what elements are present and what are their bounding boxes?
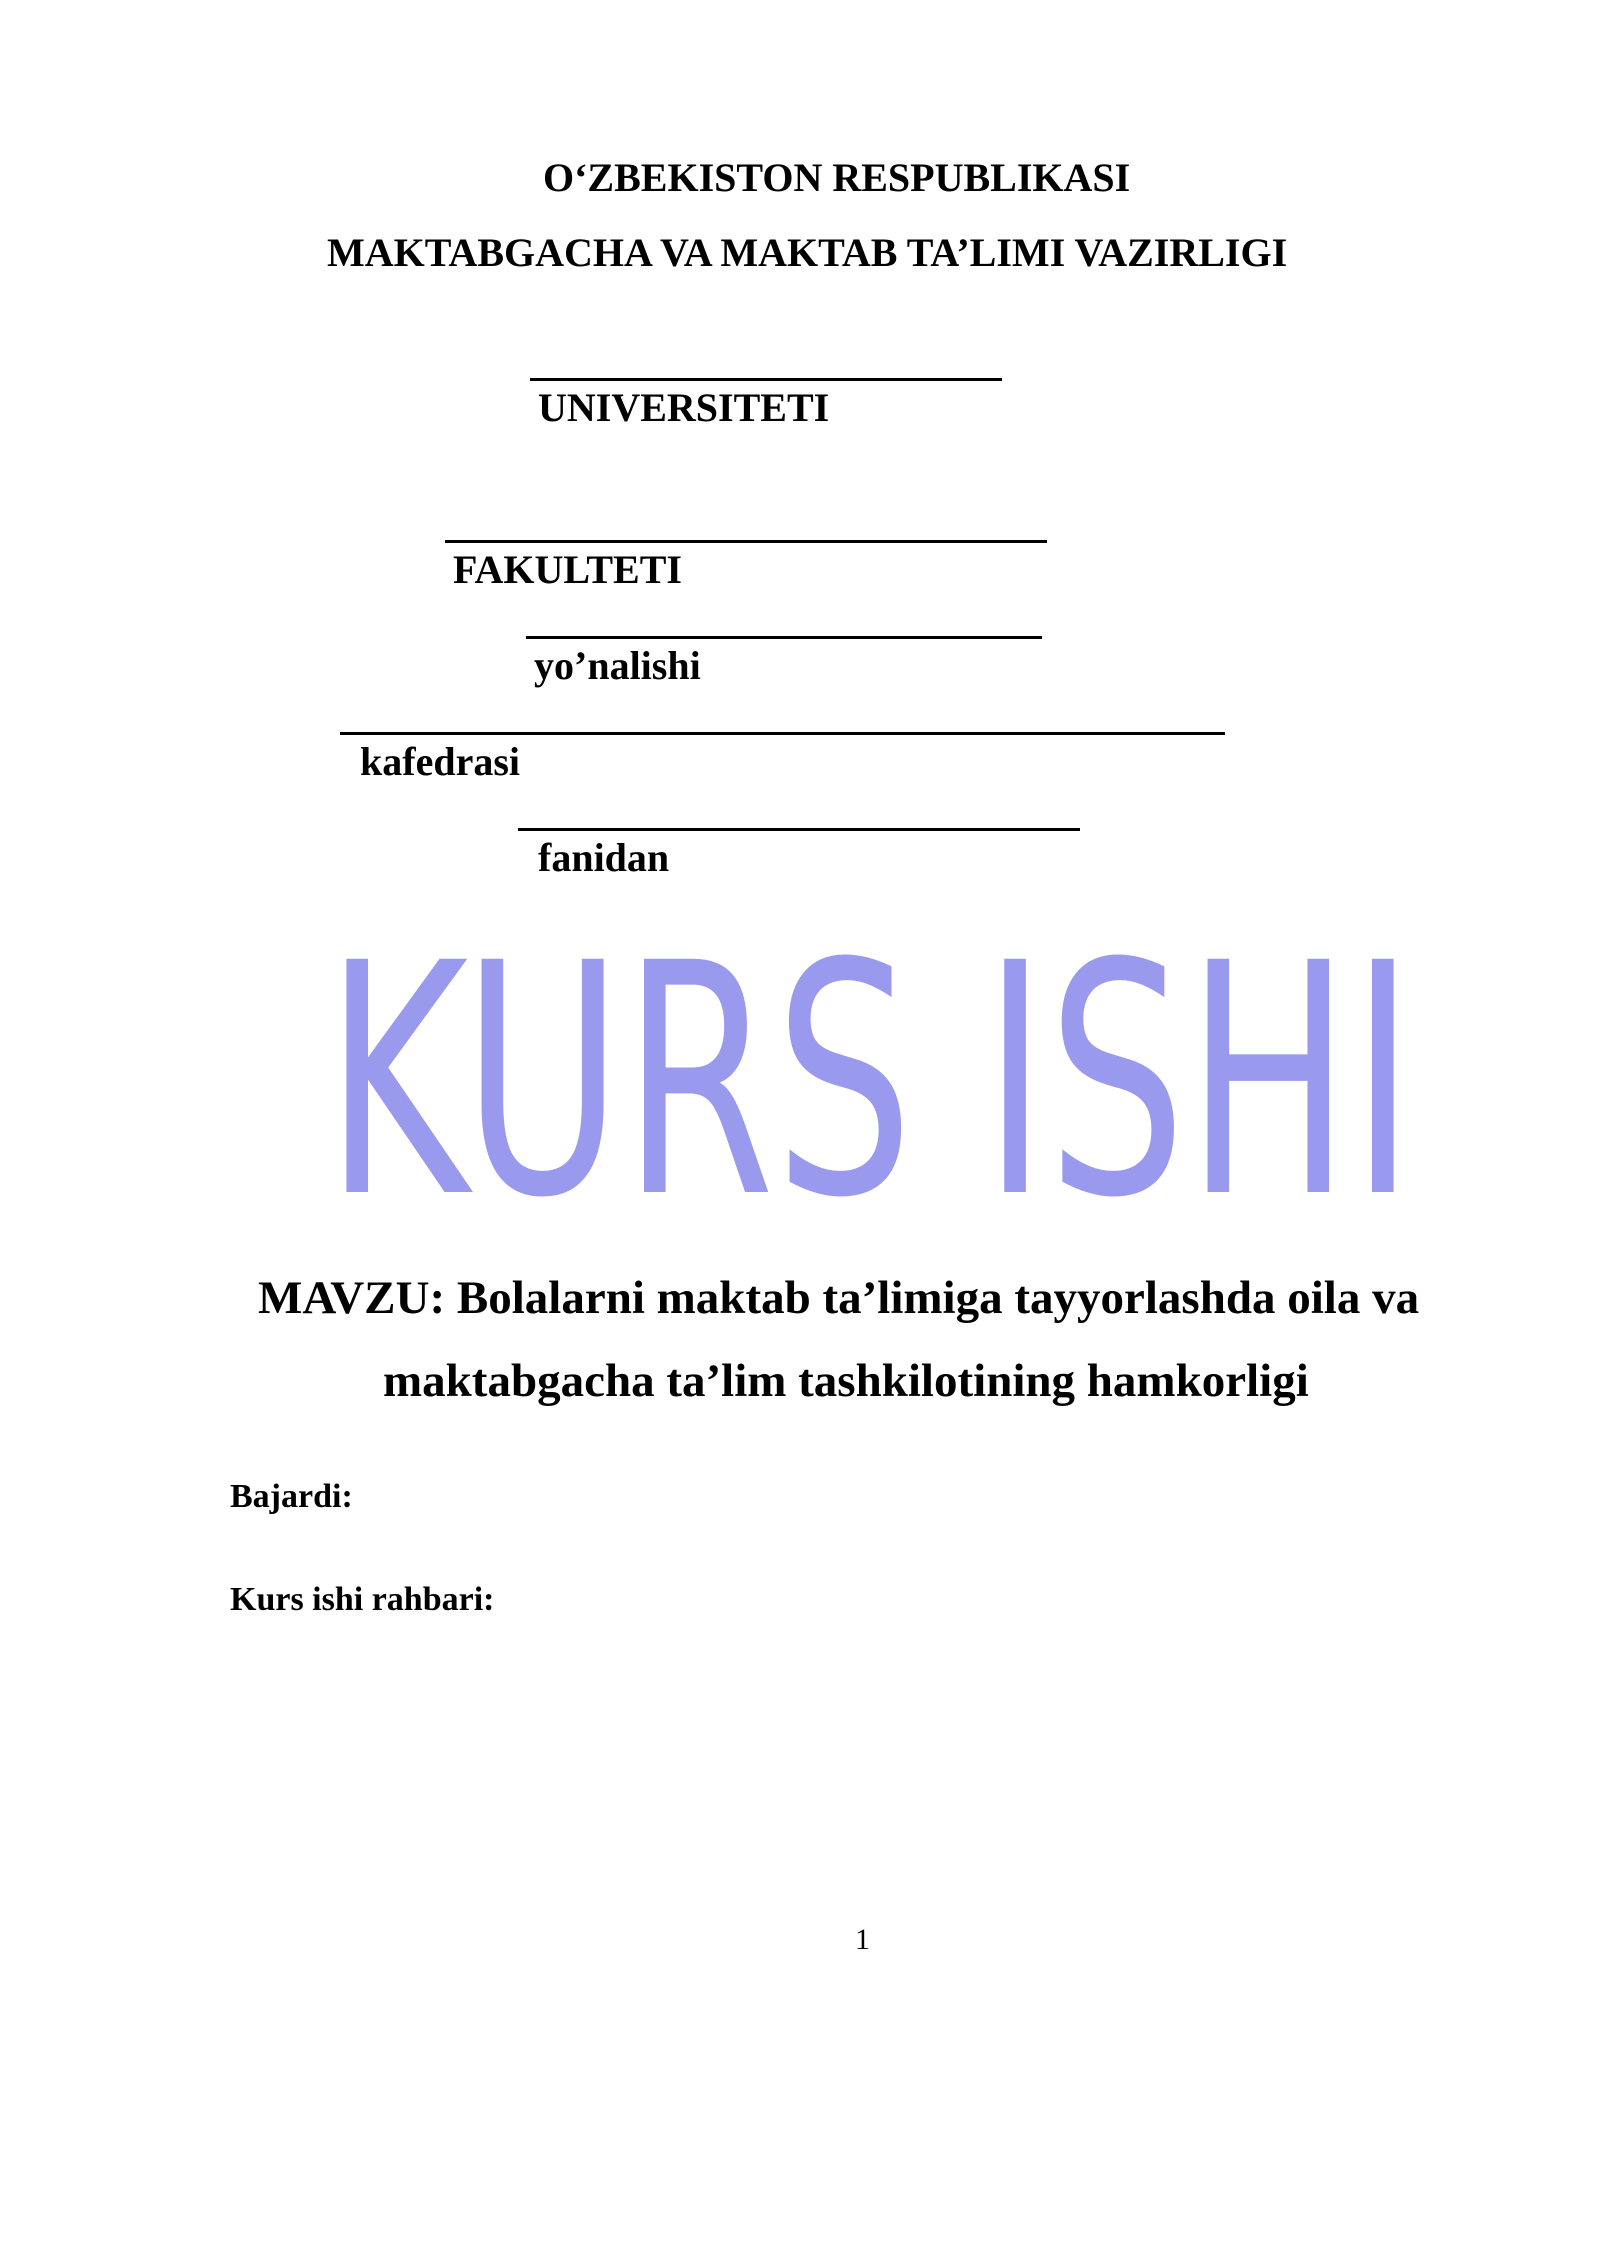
ministry-country-line: O‘ZBEKISTON RESPUBLIKASI [543,155,1131,200]
kurs-ishi-title-text: KURS ISHI [325,896,1415,1268]
faculty-label: FAKULTETI [453,547,682,592]
supervisor-label: Kurs ishi rahbari: [230,1581,495,1618]
performer-label: Bajardi: [230,1478,353,1515]
department-label: kafedrasi [360,739,520,784]
topic-line-2: maktabgacha ta’lim tashkilotining hamkorligi [383,1355,1309,1407]
faculty-blank [445,510,1047,543]
subject-line [498,758,1080,878]
kurs-ishi-title [310,896,1430,1268]
department-blank [340,702,1225,735]
topic-line-1: MAVZU: Bolalarni maktab ta’limiga tayyorlashda oila va [258,1272,1420,1324]
university-blank [530,348,1002,381]
page-number: 1 [855,1923,870,1956]
direction-label: yo’nalishi [534,643,701,688]
university-line [510,308,1002,428]
university-label: UNIVERSITETI [538,385,830,430]
subject-blank [518,798,1080,831]
subject-label: fanidan [538,835,670,880]
ministry-name-line: MAKTABGACHA VA MAKTAB TA’LIMI VAZIRLIGI [327,230,1288,275]
direction-blank [526,606,1042,639]
